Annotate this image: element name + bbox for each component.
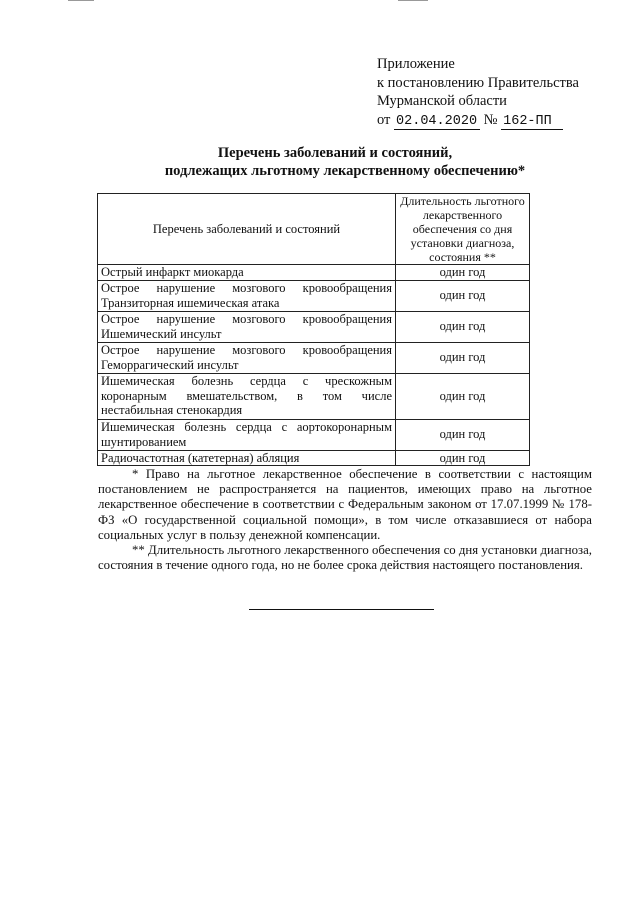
- table-row: [98, 373, 530, 419]
- disease-duration: один год: [396, 280, 530, 311]
- disease-name: Острое нарушение мозгового кровообращения Геморрагический инсульт: [98, 342, 396, 373]
- footnotes-block: [98, 467, 592, 573]
- diseases-table: [97, 193, 530, 466]
- appendix-date-number: [377, 111, 579, 130]
- table-row: [98, 280, 530, 311]
- disease-duration: один год: [396, 450, 530, 466]
- appendix-block: [377, 55, 579, 130]
- disease-duration: один год: [396, 265, 530, 281]
- disease-duration: один год: [396, 419, 530, 450]
- document-title-line2: подлежащих льготному лекарственному обеспечению*: [164, 163, 526, 179]
- disease-duration: один год: [396, 342, 530, 373]
- disease-duration: один год: [396, 311, 530, 342]
- appendix-resolution-ref: к постановлению Правительства: [377, 74, 579, 91]
- appendix-date: 02.04.2020: [394, 114, 480, 130]
- table-header-row: [98, 194, 530, 265]
- table-row: [98, 450, 530, 466]
- disease-name: Острый инфаркт миокарда: [98, 265, 396, 281]
- scan-edge-mark-left: [68, 0, 94, 1]
- closing-divider-line: [249, 609, 434, 610]
- table-header-duration: Длительность льготного лекарственного обеспечения со дня установки диагноза, состояния **: [396, 194, 530, 265]
- disease-name: Ишемическая болезнь сердца с чрескожным коронарным вмешательством, в том числе нестабильная стенокардия: [98, 373, 396, 419]
- table-header-diseases: Перечень заболеваний и состояний: [98, 194, 396, 265]
- table-row: [98, 419, 530, 450]
- appendix-number-label: №: [483, 111, 498, 128]
- appendix-from-label: от: [377, 111, 391, 128]
- disease-duration: один год: [396, 373, 530, 419]
- appendix-region: Мурманской области: [377, 93, 507, 109]
- disease-name: Острое нарушение мозгового кровообращения Ишемический инсульт: [98, 311, 396, 342]
- scan-edge-mark-right: [398, 0, 428, 1]
- footnote-2: ** Длительность льготного лекарственного обеспечения со дня установки диагноза, состояния в течение одного года, но не более срока действия настоящего постановления.: [98, 543, 592, 573]
- table-row: [98, 265, 530, 281]
- disease-name: Ишемическая болезнь сердца с аортокоронарным шунтированием: [98, 419, 396, 450]
- footnote-1: * Право на льготное лекарственное обеспечение в соответствии с настоящим постановлением не распространяется на пациентов, имеющих право на льготное лекарственное обеспечение в соответствии с Федеральным законом от 17.07.1999 № 178-ФЗ «О государственной социальной помощи», в том числе отказавшиеся от набора социальных услуг в пользу денежной компенсации.: [98, 467, 592, 542]
- disease-name: Радиочастотная (катетерная) абляция: [98, 450, 396, 466]
- table-row: [98, 311, 530, 342]
- document-title-line1: Перечень заболеваний и состояний,: [217, 145, 453, 161]
- disease-name: Острое нарушение мозгового кровообращения Транзиторная ишемическая атака: [98, 280, 396, 311]
- appendix-title: Приложение: [377, 56, 455, 72]
- table-row: [98, 342, 530, 373]
- appendix-number: 162-ПП: [501, 114, 563, 130]
